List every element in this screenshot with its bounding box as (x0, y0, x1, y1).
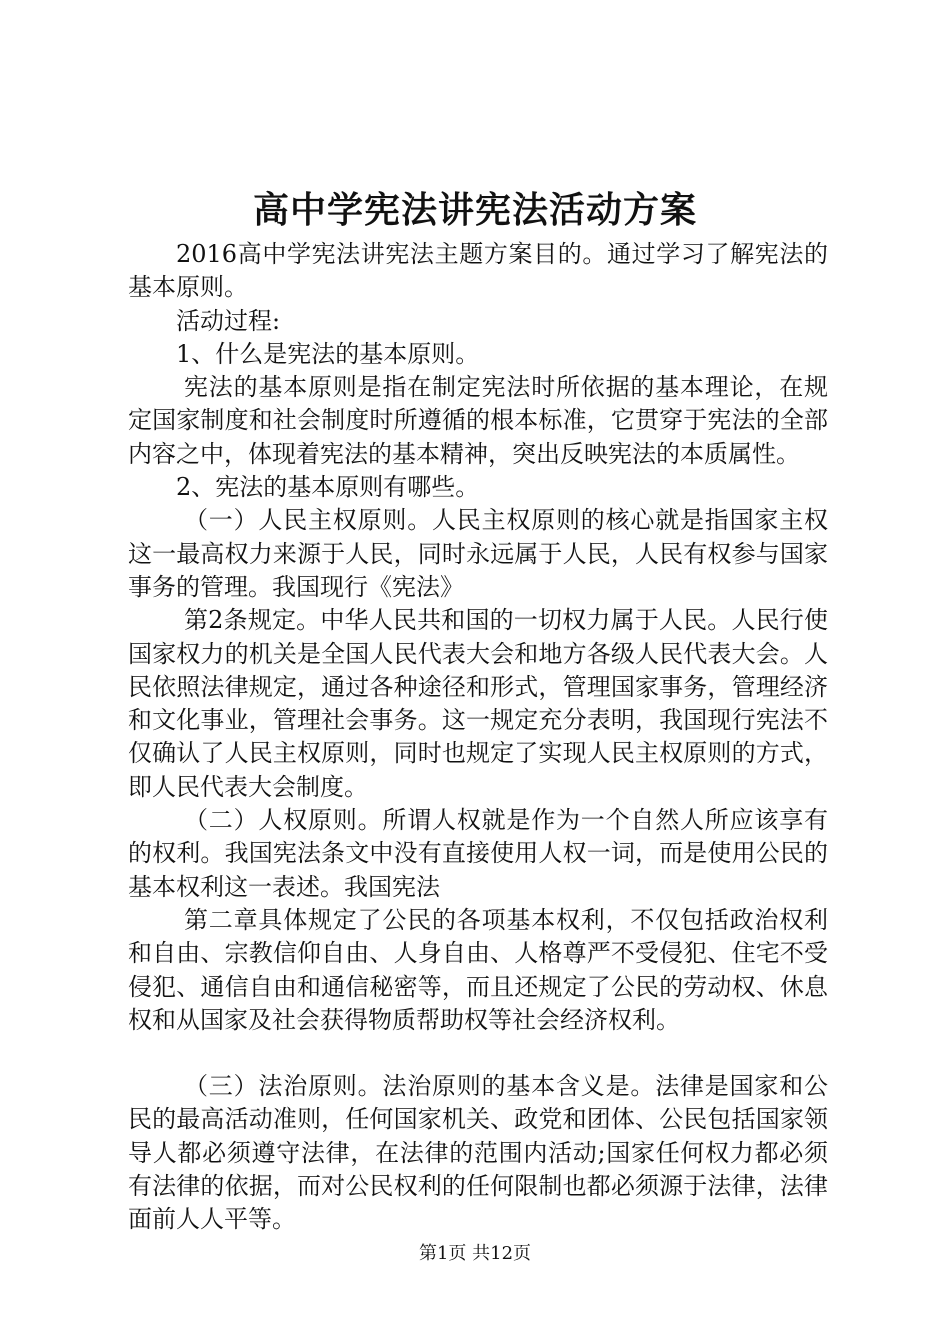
document-body (128, 238, 828, 1237)
paragraph-principle-1: （一）人民主权原则。人民主权原则的核心就是指国家主权这一最高权力来源于人民，同时永远属于人民，人民有权参与国家事务的管理。我国现行《宪法》 (128, 506, 828, 601)
paragraph-principle-2: （二）人权原则。所谓人权就是作为一个自然人所应该享有的权利。我国宪法条文中没有直接使用人权一词，而是使用公民的基本权利这一表述。我国宪法 (128, 806, 828, 901)
paragraph-intro: 2016高中学宪法讲宪法主题方案目的。通过学习了解宪法的基本原则。 (128, 240, 828, 302)
paragraph-principle-3: （三）法治原则。法治原则的基本含义是。法律是国家和公民的最高活动准则，任何国家机关、政党和团体、公民包括国家领导人都必须遵守法律，在法律的范围内活动;国家任何权力都必须有法律的依据，而对公民权利的任何限制也都必须源于法律，法律面前人人平等。 (128, 1072, 828, 1234)
paragraph-answer-1: 宪法的基本原则是指在制定宪法时所依据的基本理论，在规定国家制度和社会制度时所遵循的根本标准，它贯穿于宪法的全部内容之中，体现着宪法的基本精神，突出反映宪法的本质属性。 (128, 373, 828, 468)
paragraph-article-2: 第2条规定。中华人民共和国的一切权力属于人民。人民行使国家权力的机关是全国人民代表大会和地方各级人民代表大会。人民依照法律规定，通过各种途径和形式，管理国家事务，管理经济和文化事业，管理社会事务。这一规定充分表明，我国现行宪法不仅确认了人民主权原则，同时也规定了实现人民主权原则的方式，即人民代表大会制度。 (128, 606, 828, 801)
paragraph-process-heading: 活动过程: (176, 306, 281, 335)
document-title: 高中学宪法讲宪法活动方案 (252, 189, 697, 231)
paragraph-chapter-2: 第二章具体规定了公民的各项基本权利，不仅包括政治权利和自由、宗教信仰自由、人身自由、人格尊严不受侵犯、住宅不受侵犯、通信自由和通信秘密等，而且还规定了公民的劳动权、休息权和从国家及社会获得物质帮助权等社会经济权利。 (128, 905, 828, 1034)
page-number-footer: 第1页 共12页 (418, 1243, 532, 1264)
paragraph-question-2: 2、宪法的基本原则有哪些。 (176, 473, 480, 502)
paragraph-question-1: 1、什么是宪法的基本原则。 (176, 339, 480, 368)
